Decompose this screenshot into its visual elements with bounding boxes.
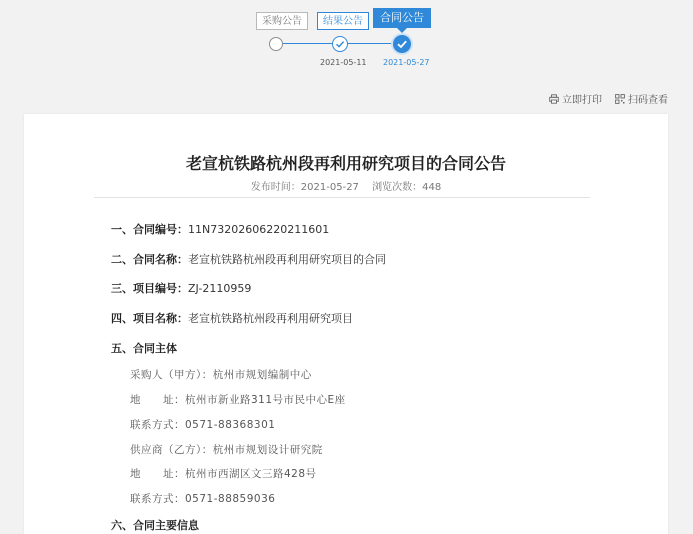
party-line: 采购人（甲方）：杭州市规划编制中心	[130, 369, 312, 381]
section-value: ZJ-2110959	[188, 282, 252, 295]
step-tag-contract[interactable]: 合同公告	[373, 8, 431, 28]
scan-label: 扫码查看	[628, 95, 668, 106]
section-contract-name	[111, 251, 386, 267]
qr-code-icon	[615, 94, 625, 104]
section-key: 二、合同名称：	[111, 253, 188, 266]
article-meta	[24, 178, 668, 193]
section-contract-parties	[111, 340, 177, 356]
party-line: 地 址：杭州市新业路311号市民中心E座	[130, 394, 346, 406]
section-key: 五、合同主体	[111, 342, 177, 355]
printer-icon	[549, 94, 559, 104]
section-key: 一、合同编号：	[111, 223, 188, 236]
step-tag-procurement[interactable]: 采购公告	[256, 12, 308, 30]
section-contract-no	[111, 221, 329, 237]
section-key: 四、项目名称：	[111, 312, 188, 325]
progress-stepper	[0, 0, 693, 80]
article-card	[24, 114, 668, 534]
views-label: 浏览次数：	[372, 182, 423, 193]
step-check-active-icon	[393, 35, 411, 53]
section-value: 11N73202606220211601	[188, 223, 330, 236]
print-button[interactable]	[549, 91, 602, 106]
section-key: 三、项目编号：	[111, 282, 188, 295]
party-line: 联系方式：0571-88859036	[130, 493, 276, 505]
views-info	[372, 182, 441, 193]
section-key: 六、合同主要信息	[111, 519, 199, 532]
views-count: 448	[422, 182, 442, 193]
publish-info	[251, 182, 359, 193]
section-value: 老宣杭铁路杭州段再利用研究项目	[188, 312, 353, 325]
publish-label: 发布时间：	[250, 182, 301, 193]
scan-view-button[interactable]	[615, 91, 668, 106]
title-divider	[94, 197, 590, 198]
section-value: 老宣杭铁路杭州段再利用研究项目的合同	[188, 253, 386, 266]
print-label: 立即打印	[562, 95, 602, 106]
party-line: 地 址：杭州市西湖区文三路428号	[130, 468, 317, 480]
step-connector	[283, 43, 333, 44]
step-connector	[348, 43, 394, 44]
step-dot-empty-icon	[269, 37, 283, 51]
step-date-contract: 2021-05-27	[383, 58, 430, 67]
section-main-info	[111, 517, 199, 533]
page-title: 老宣杭铁路杭州段再利用研究项目的合同公告	[185, 154, 506, 173]
step-date-result: 2021-05-11	[320, 58, 367, 67]
party-line: 联系方式：0571-88368301	[130, 419, 276, 431]
section-project-name	[111, 310, 353, 326]
publish-date: 2021-05-27	[300, 182, 359, 193]
step-check-icon	[332, 36, 348, 52]
party-line: 供应商（乙方）：杭州市规划设计研究院	[130, 444, 323, 456]
section-project-no	[111, 280, 251, 296]
step-tag-result[interactable]: 结果公告	[317, 12, 369, 30]
